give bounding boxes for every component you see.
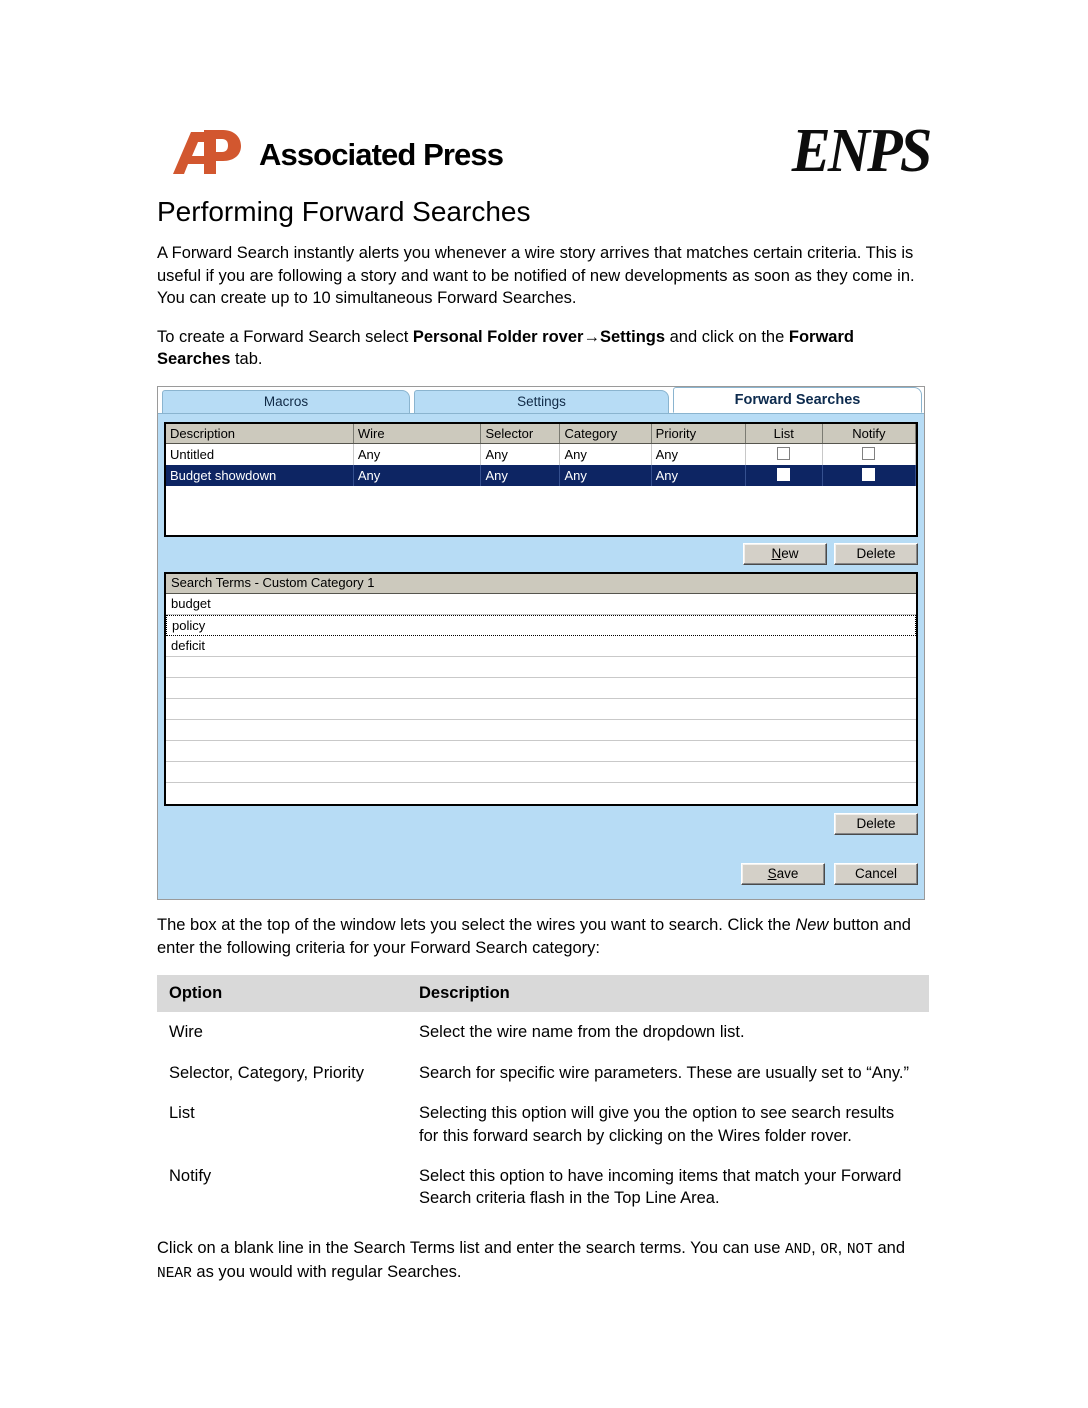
search-terms-box[interactable] xyxy=(164,572,918,806)
right-arrow-icon: → xyxy=(583,327,600,346)
search-term-row[interactable] xyxy=(166,762,916,783)
notify-checkbox[interactable] xyxy=(862,468,875,481)
search-term-row[interactable] xyxy=(166,741,916,762)
dialog-footer-button-row xyxy=(164,845,918,893)
cell-priority: Any xyxy=(651,444,745,466)
column-header-wire[interactable]: Wire xyxy=(353,424,481,444)
tab-forward-searches[interactable]: Forward Searches xyxy=(673,387,922,413)
grid-empty-area[interactable] xyxy=(166,486,916,535)
option-description: Search for specific wire parameters. These are usually set to “Any.” xyxy=(419,1063,910,1082)
column-header-description[interactable]: Description xyxy=(166,424,353,444)
dialog-body xyxy=(158,413,924,899)
cell-description: Untitled xyxy=(166,444,353,466)
cell-priority: Any xyxy=(651,465,745,486)
options-column-header-description: Description xyxy=(407,975,929,1012)
operator-near: NEAR xyxy=(157,1265,192,1282)
intro-p2-text1: To create a Forward Search select xyxy=(157,327,413,346)
cell-wire: Any xyxy=(353,465,481,486)
intro-p2-text2: and click on the xyxy=(665,327,789,346)
column-header-priority[interactable]: Priority xyxy=(651,424,745,444)
cell-wire: Any xyxy=(353,444,481,466)
new-button-accel: N xyxy=(771,546,782,562)
intro-p2-bold-settings: Settings xyxy=(599,327,666,346)
ap-logo-wordmark: Associated Press xyxy=(259,137,504,172)
cell-selector: Any xyxy=(481,465,560,486)
column-header-list[interactable]: List xyxy=(745,424,822,444)
intro-p2-bold-personal-folder-rover: Personal Folder rover xyxy=(412,327,584,346)
closing-sep2: , xyxy=(837,1238,847,1257)
search-term-row[interactable]: policy xyxy=(166,615,916,636)
ap-logo xyxy=(171,128,503,178)
save-button-accel: S xyxy=(767,866,777,882)
intro-paragraph-2 xyxy=(157,326,929,371)
closing-text2: as you would with regular Searches. xyxy=(191,1262,462,1281)
cell-list xyxy=(745,444,822,466)
option-name: Wire xyxy=(169,1023,203,1042)
table-row xyxy=(157,1156,929,1219)
search-term-row[interactable] xyxy=(166,657,916,678)
after-dialog-text2: button and enter the following criteria for your Forward Search category: xyxy=(157,916,911,957)
delete-term-button[interactable]: Delete xyxy=(834,813,918,835)
forward-searches-table xyxy=(166,424,916,486)
option-description: Select the wire name from the dropdown list. xyxy=(419,1023,745,1042)
save-button[interactable] xyxy=(741,863,825,885)
option-description: Select this option to have incoming items that match your Forward Search criteria flash in the Top Line Area. xyxy=(419,1167,902,1208)
table-row[interactable] xyxy=(166,444,916,466)
column-header-selector[interactable]: Selector xyxy=(481,424,560,444)
table-row xyxy=(157,1012,929,1052)
grid-button-row xyxy=(164,537,918,572)
closing-sep1: , xyxy=(811,1238,821,1257)
dialog-tabstrip xyxy=(158,387,924,413)
notify-checkbox[interactable] xyxy=(862,447,875,460)
settings-dialog xyxy=(157,386,925,900)
cell-description: Budget showdown xyxy=(166,465,353,486)
table-row[interactable] xyxy=(166,465,916,486)
search-term-row[interactable] xyxy=(166,678,916,699)
forward-searches-grid[interactable] xyxy=(164,422,918,537)
option-name: List xyxy=(169,1104,195,1123)
column-header-notify[interactable]: Notify xyxy=(822,424,915,444)
closing-paragraph xyxy=(157,1237,929,1284)
list-checkbox[interactable] xyxy=(777,447,790,460)
delete-search-button[interactable]: Delete xyxy=(834,543,918,565)
search-term-row[interactable]: deficit xyxy=(166,636,916,657)
operator-and: AND xyxy=(784,1241,812,1258)
logo-row xyxy=(157,117,929,192)
option-name: Selector, Category, Priority xyxy=(169,1063,365,1082)
options-column-header-option: Option xyxy=(157,975,407,1012)
forward-searches-dialog-screenshot xyxy=(157,386,927,900)
closing-sep3: and xyxy=(872,1238,906,1257)
search-term-row[interactable]: budget xyxy=(166,594,916,615)
tab-macros[interactable]: Macros xyxy=(162,390,410,413)
enps-logo: ENPS xyxy=(791,117,929,185)
cell-notify xyxy=(822,465,915,486)
table-row xyxy=(157,1093,929,1156)
table-header-row xyxy=(166,424,916,444)
cell-notify xyxy=(822,444,915,466)
after-dialog-italic-new: New xyxy=(795,916,829,935)
page-title: Performing Forward Searches xyxy=(157,196,531,227)
new-button[interactable] xyxy=(743,543,827,565)
options-table xyxy=(157,975,929,1219)
after-dialog-text1: The box at the top of the window lets you select the wires you want to search. Click the xyxy=(157,916,796,935)
intro-p2-bold-forward-searches: Forward Searches xyxy=(157,327,854,368)
cell-selector: Any xyxy=(481,444,560,466)
option-name: Notify xyxy=(169,1167,212,1185)
cell-list xyxy=(745,465,822,486)
search-term-row[interactable] xyxy=(166,783,916,804)
ap-monogram-icon xyxy=(171,128,249,178)
intro-paragraph-1: A Forward Search instantly alerts you whenever a wire story arrives that matches certain criteria. This is useful if you are following a story and want to be notified of new developments as soon as they come in. You can create up to 10 simultaneous Forward Searches. xyxy=(157,244,915,308)
table-row xyxy=(157,1053,929,1093)
operator-not: NOT xyxy=(846,1241,873,1258)
terms-button-row xyxy=(164,806,918,845)
column-header-category[interactable]: Category xyxy=(560,424,651,444)
save-button-label-rest: ave xyxy=(776,866,799,882)
options-table-header-row xyxy=(157,975,929,1012)
search-term-row[interactable] xyxy=(166,720,916,741)
search-terms-header: Search Terms - Custom Category 1 xyxy=(166,574,916,594)
cancel-button[interactable]: Cancel xyxy=(834,863,918,885)
intro-p2-text3: tab. xyxy=(230,349,263,368)
option-description: Selecting this option will give you the option to see search results for this forward search by clicking on the Wires folder rover. xyxy=(419,1104,895,1145)
cell-category: Any xyxy=(560,444,651,466)
closing-text1: Click on a blank line in the Search Terms list and enter the search terms. You can use xyxy=(157,1238,785,1257)
list-checkbox[interactable] xyxy=(777,468,790,481)
operator-or: OR xyxy=(820,1241,838,1258)
new-button-label-rest: ew xyxy=(781,546,799,562)
search-term-row[interactable] xyxy=(166,699,916,720)
after-dialog-paragraph xyxy=(157,914,929,959)
tab-settings[interactable]: Settings xyxy=(414,390,669,413)
cell-category: Any xyxy=(560,465,651,486)
document-content xyxy=(157,117,929,1300)
